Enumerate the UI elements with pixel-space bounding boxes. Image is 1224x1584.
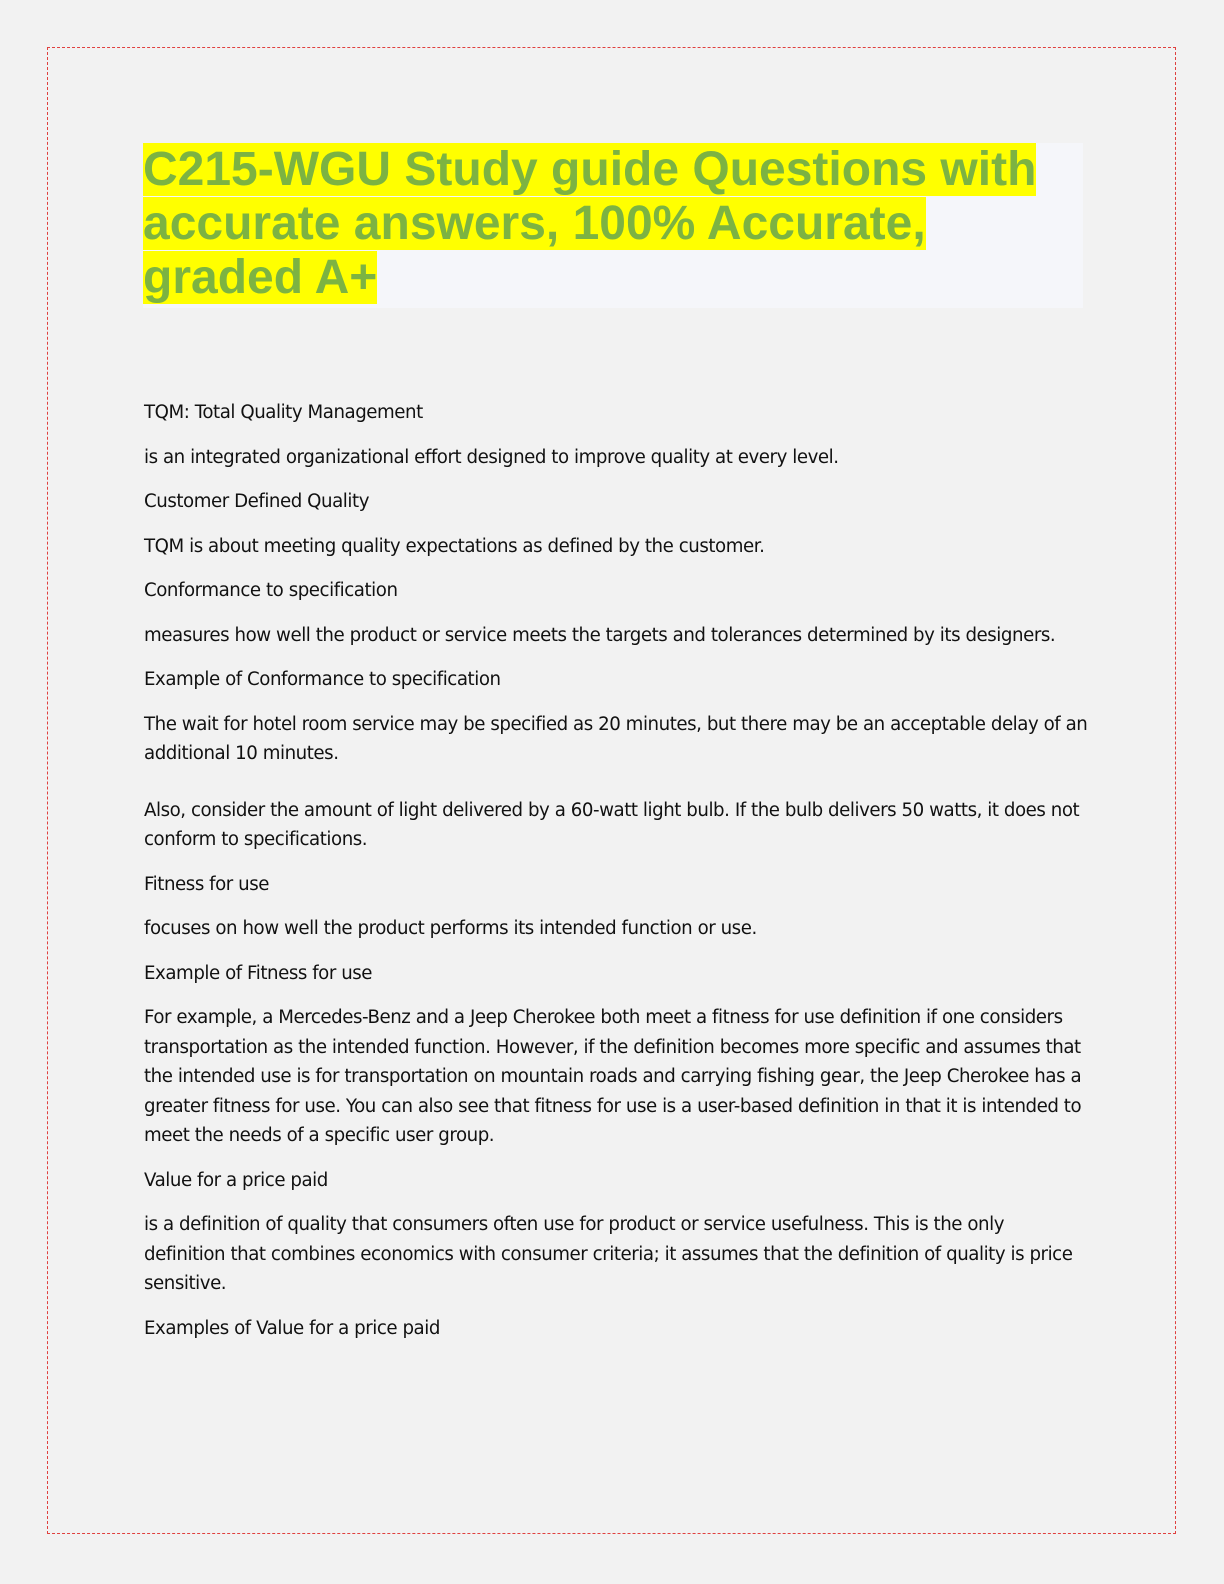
title-line-3: graded A+ [143,251,378,304]
term-fitness-for-use: Fitness for use [144,873,270,895]
term-examples-value-for-price: Examples of Value for a price paid [144,1317,440,1339]
term-customer-defined-quality: Customer Defined Quality [144,491,370,512]
term-conformance: Conformance to specification [144,580,398,601]
definition-customer-defined-quality: TQM is about meeting quality expectations as defined by the customer. [144,535,765,557]
term-example-fitness: Example of Fitness for use [144,962,373,984]
definition-conformance: measures how well the product or service meets the targets and tolerances determined by its designers. [144,624,1056,646]
term-example-conformance: Example of Conformance to specification [144,669,501,690]
definition-example-conformance-2: Also, consider the amount of light delivered by a 60-watt light bulb. If the bulb delivers 50 watts, it does not conform to specifications. [144,799,1080,850]
definition-tqm: is an integrated organizational effort designed to improve quality at every level. [144,446,839,468]
title-block [143,143,1083,308]
title-line-1: C215-WGU Study guide Questions with [143,143,1037,196]
term-tqm: TQM: Total Quality Management [144,402,423,423]
definition-value-for-price: is a definition of quality that consumers often use for product or service usefulness. This is the only definition that combines economics with consumer criteria; it assumes that the definition of quality is price sensitive. [144,1214,1073,1294]
document-body [144,398,1089,1358]
definition-fitness-for-use: focuses on how well the product performs its intended function or use. [144,918,757,939]
definition-example-conformance-1: The wait for hotel room service may be specified as 20 minutes, but there may be an acceptable delay of an additional 10 minutes. [144,713,1088,764]
document-title [143,143,1083,305]
title-line-2: accurate answers, 100% Accurate, [143,197,926,250]
definition-example-fitness: For example, a Mercedes-Benz and a Jeep Cherokee both meet a fitness for use definition if one considers transportation as the intended function. However, if the definition becomes more specific and assumes that the intended use is for transportation on mountain roads and carrying fishing gear, the Jeep Cherokee has a greater fitness for use. You can also see that fitness for use is a user-based definition in that it is intended to meet the needs of a specific user group. [144,1007,1082,1146]
term-value-for-price: Value for a price paid [144,1169,328,1191]
